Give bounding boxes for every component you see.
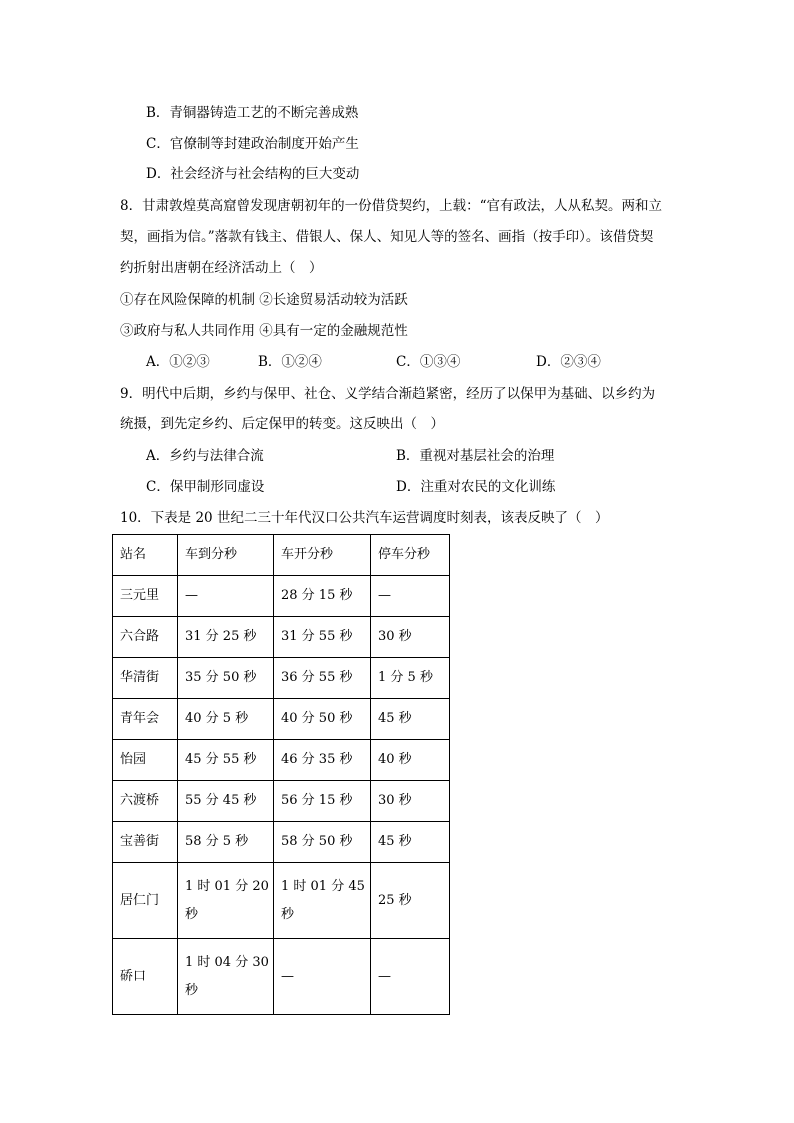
arrive-cell: 45 分 55 秒	[178, 740, 274, 781]
stop-cell: 1 分 5 秒	[371, 658, 450, 699]
station-cell: 怡园	[113, 740, 178, 781]
q8-items-3-4: ③政府与私人共同作用 ④具有一定的金融规范性	[120, 323, 408, 339]
depart-cell: 58 分 50 秒	[274, 822, 371, 863]
stop-cell: 30 秒	[371, 781, 450, 822]
q9-option-c: C．保甲制形同虚设	[146, 479, 265, 495]
stop-cell: 40 秒	[371, 740, 450, 781]
stop-cell: 30 秒	[371, 617, 450, 658]
header-cell-arrive: 车到分秒	[178, 535, 274, 576]
depart-cell: 40 分 50 秒	[274, 699, 371, 740]
station-cell: 六渡桥	[113, 781, 178, 822]
q8-option-d: D．②③④	[536, 354, 601, 370]
depart-cell: 46 分 35 秒	[274, 740, 371, 781]
table-header-row	[113, 535, 450, 576]
stop-cell: 45 秒	[371, 699, 450, 740]
depart-cell: 56 分 15 秒	[274, 781, 371, 822]
q7-option-c: C．官僚制等封建政治制度开始产生	[146, 136, 359, 152]
table-row	[113, 781, 450, 822]
q8-stem-line-1: 8．甘肃敦煌莫高窟曾发现唐朝初年的一份借贷契约，上载：“官有政法，人从私契。两和立	[120, 198, 662, 214]
stop-cell: 45 秒	[371, 822, 450, 863]
arrive-cell	[178, 863, 274, 939]
table-row	[113, 863, 450, 939]
table-row	[113, 822, 450, 863]
q9-option-a: A．乡约与法律合流	[146, 448, 264, 464]
arrive-cell: 55 分 45 秒	[178, 781, 274, 822]
station-cell: 华清街	[113, 658, 178, 699]
q8-option-a: A．①②③	[146, 354, 210, 370]
header-cell-stop: 停车分秒	[371, 535, 450, 576]
table-row	[113, 740, 450, 781]
depart-cell: —	[274, 939, 371, 1015]
arrive-cell-line: 秒	[185, 906, 199, 922]
station-cell: 三元里	[113, 576, 178, 617]
table-row	[113, 939, 450, 1015]
q8-stem-line-3: 约折射出唐朝在经济活动上（ ）	[120, 260, 323, 276]
station-cell: 硚口	[113, 939, 178, 1015]
arrive-cell: 40 分 5 秒	[178, 699, 274, 740]
arrive-cell-line: 1 时 01 分 20	[185, 878, 269, 894]
bus-schedule-table	[112, 534, 450, 1015]
arrive-cell-line: 秒	[185, 982, 199, 998]
q7-option-b: B．青铜器铸造工艺的不断完善成熟	[146, 105, 359, 121]
header-cell-depart: 车开分秒	[274, 535, 371, 576]
q8-items-1-2: ①存在风险保障的机制 ②长途贸易活动较为活跃	[120, 292, 408, 308]
header-cell-station: 站名	[113, 535, 178, 576]
depart-cell: 36 分 55 秒	[274, 658, 371, 699]
stop-cell: 25 秒	[371, 863, 450, 939]
arrive-cell-line: 1 时 04 分 30	[185, 954, 269, 970]
table-row	[113, 699, 450, 740]
q9-stem-line-1: 9．明代中后期，乡约与保甲、社仓、义学结合渐趋紧密，经历了以保甲为基础、以乡约为	[120, 386, 656, 402]
depart-cell	[274, 863, 371, 939]
depart-cell-line: 秒	[281, 906, 295, 922]
depart-cell-line: 1 时 01 分 45	[281, 878, 365, 894]
q9-option-b: B．重视对基层社会的治理	[396, 448, 555, 464]
station-cell: 居仁门	[113, 863, 178, 939]
stop-cell: —	[371, 939, 450, 1015]
q8-option-c: C．①③④	[396, 354, 461, 370]
q10-stem: 10．下表是 20 世纪二三十年代汉口公共汽车运营调度时刻表，该表反映了（ ）	[120, 510, 609, 526]
station-cell: 六合路	[113, 617, 178, 658]
q8-stem-line-2: 契，画指为信。”落款有钱主、借银人、保人、知见人等的签名、画指（按手印）。该借贷契	[120, 229, 654, 245]
table-row	[113, 617, 450, 658]
stop-cell: —	[371, 576, 450, 617]
table-row	[113, 576, 450, 617]
arrive-cell: 58 分 5 秒	[178, 822, 274, 863]
arrive-cell: 31 分 25 秒	[178, 617, 274, 658]
arrive-cell	[178, 939, 274, 1015]
q8-option-b: B．①②④	[258, 354, 322, 370]
arrive-cell: 35 分 50 秒	[178, 658, 274, 699]
table-row	[113, 658, 450, 699]
station-cell: 宝善街	[113, 822, 178, 863]
q9-option-d: D．注重对农民的文化训练	[396, 479, 556, 495]
arrive-cell: —	[178, 576, 274, 617]
q7-option-d: D．社会经济与社会结构的巨大变动	[146, 166, 360, 182]
depart-cell: 31 分 55 秒	[274, 617, 371, 658]
station-cell: 青年会	[113, 699, 178, 740]
depart-cell: 28 分 15 秒	[274, 576, 371, 617]
q9-stem-line-2: 统摄，到先定乡约、后定保甲的转变。这反映出（ ）	[120, 416, 444, 432]
